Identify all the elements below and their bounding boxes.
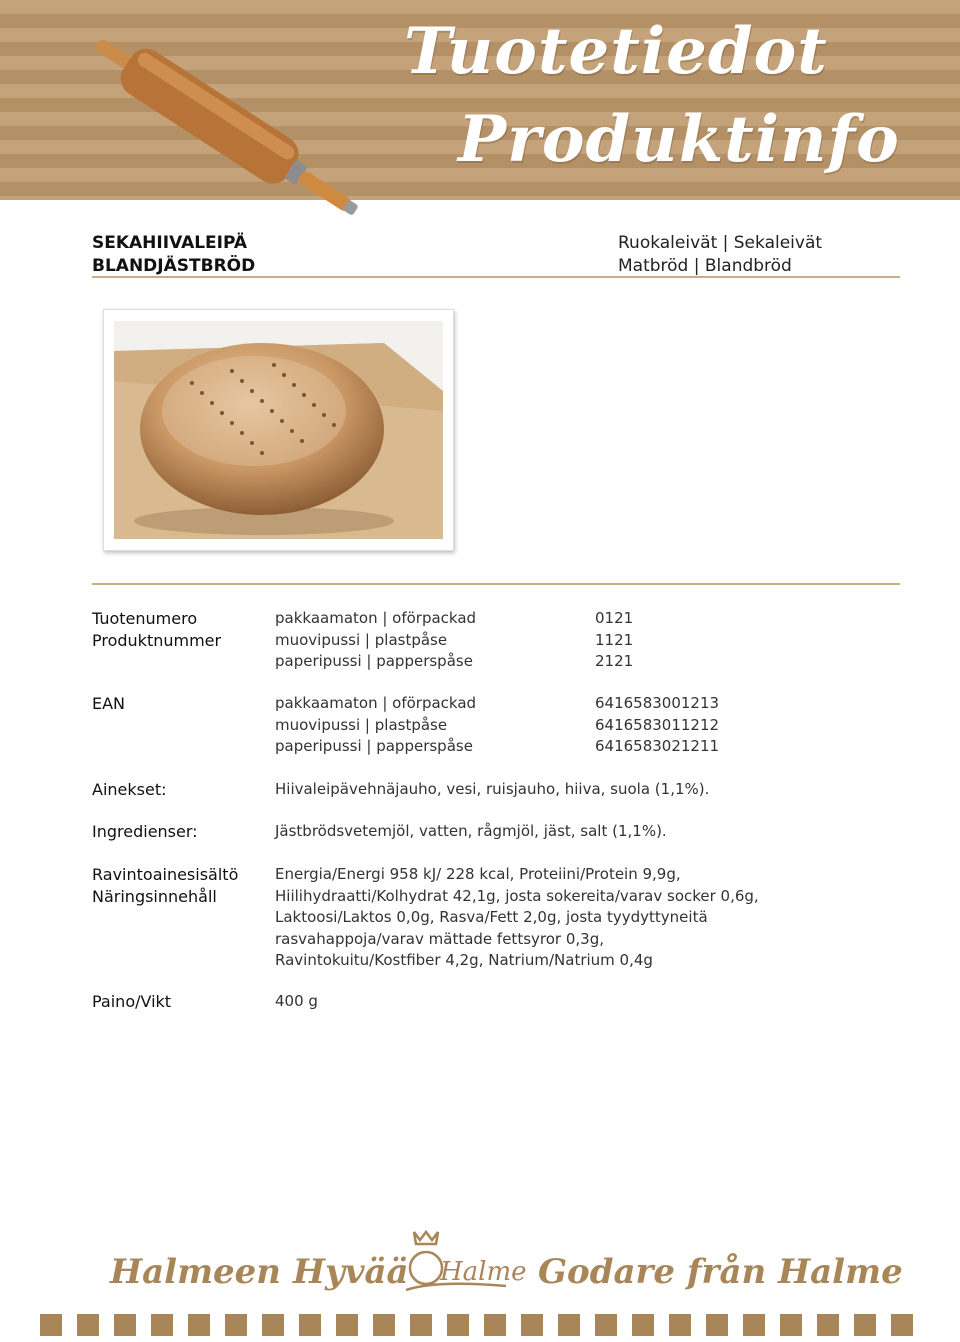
slogan-fi: Halmeen Hyvää — [110, 1252, 409, 1292]
footer-decorative-bar — [40, 1314, 920, 1336]
product-category-sv: Matbröd | Blandbröd — [618, 256, 792, 276]
nutrition-line: Hiilihydraatti/Kolhydrat 42,1g, josta sokereita/varav socker 0,6g, — [275, 886, 759, 905]
header-title-fi: Tuotetiedot — [404, 14, 828, 89]
halme-logo — [396, 1218, 527, 1308]
rolling-pin-image — [60, 36, 390, 226]
nutrition-line: Laktoosi/Laktos 0,0g, Rasva/Fett 2,0g, josta tyydyttyneitä — [275, 908, 708, 926]
product-number-values — [595, 608, 633, 673]
package-type: muovipussi | plastpåse — [275, 630, 448, 649]
package-type: muovipussi | plastpåse — [275, 715, 448, 734]
product-category — [618, 232, 822, 278]
header-title-sv: Produktinfo — [458, 102, 900, 177]
ean-packages — [275, 693, 476, 758]
ingredients-sv-label: Ingredienser: — [92, 822, 198, 841]
product-number-packages — [275, 608, 476, 673]
weight-label: Paino/Vikt — [92, 992, 172, 1011]
slogan-sv: Godare från Halme — [538, 1252, 903, 1292]
ean-value: 6416583021211 — [595, 737, 720, 755]
product-number-value: 2121 — [595, 652, 634, 670]
product-name-sv: BLANDJÄSTBRÖD — [92, 256, 256, 276]
package-type: paperipussi | papperspåse — [275, 652, 473, 670]
nutrition-label — [92, 864, 238, 907]
nutrition-line: Energia/Energi 958 kJ/ 228 kcal, Proteiini/Protein 9,9g, — [275, 865, 681, 883]
product-number-label-fi: Tuotenumero — [92, 609, 198, 628]
package-type: paperipussi | papperspåse — [275, 737, 473, 755]
bread-photo — [114, 321, 443, 539]
logo-text: Halme — [440, 1257, 527, 1287]
ean-value: 6416583001213 — [595, 694, 720, 712]
product-category-fi: Ruokaleivät | Sekaleivät — [618, 233, 823, 253]
header-banner — [0, 0, 960, 200]
nutrition-label-sv: Näringsinnehåll — [92, 886, 217, 906]
product-name-fi: SEKAHIIVALEIPÄ — [92, 233, 248, 253]
ean-value: 6416583011212 — [595, 715, 720, 734]
package-type: pakkaamaton | oförpackad — [275, 694, 477, 712]
nutrition-label-fi: Ravintoainesisältö — [92, 865, 239, 884]
product-photo-frame — [103, 309, 454, 551]
divider-top — [92, 276, 900, 278]
product-number-value: 1121 — [595, 630, 634, 649]
weight-value: 400 g — [275, 992, 318, 1010]
product-number-label — [92, 608, 221, 651]
ingredients-fi-label: Ainekset: — [92, 780, 167, 799]
ingredients-fi-text: Hiivaleipävehnäjauho, vesi, ruisjauho, hiiva, suola (1,1%). — [275, 780, 710, 798]
package-type: pakkaamaton | oförpackad — [275, 609, 477, 627]
product-number-label-sv: Produktnummer — [92, 630, 222, 650]
nutrition-text — [275, 864, 759, 972]
nutrition-line: rasvahappoja/varav mättade fettsyror 0,3g, — [275, 929, 604, 948]
ingredients-sv-text: Jästbrödsvetemjöl, vatten, rågmjöl, jäst, salt (1,1%). — [275, 822, 667, 840]
ean-values — [595, 693, 719, 758]
product-name — [92, 232, 255, 278]
product-number-value: 0121 — [595, 609, 634, 627]
divider-middle — [92, 583, 900, 585]
ean-label: EAN — [92, 694, 126, 713]
nutrition-line: Ravintokuitu/Kostfiber 4,2g, Natrium/Natrium 0,4g — [275, 951, 653, 969]
